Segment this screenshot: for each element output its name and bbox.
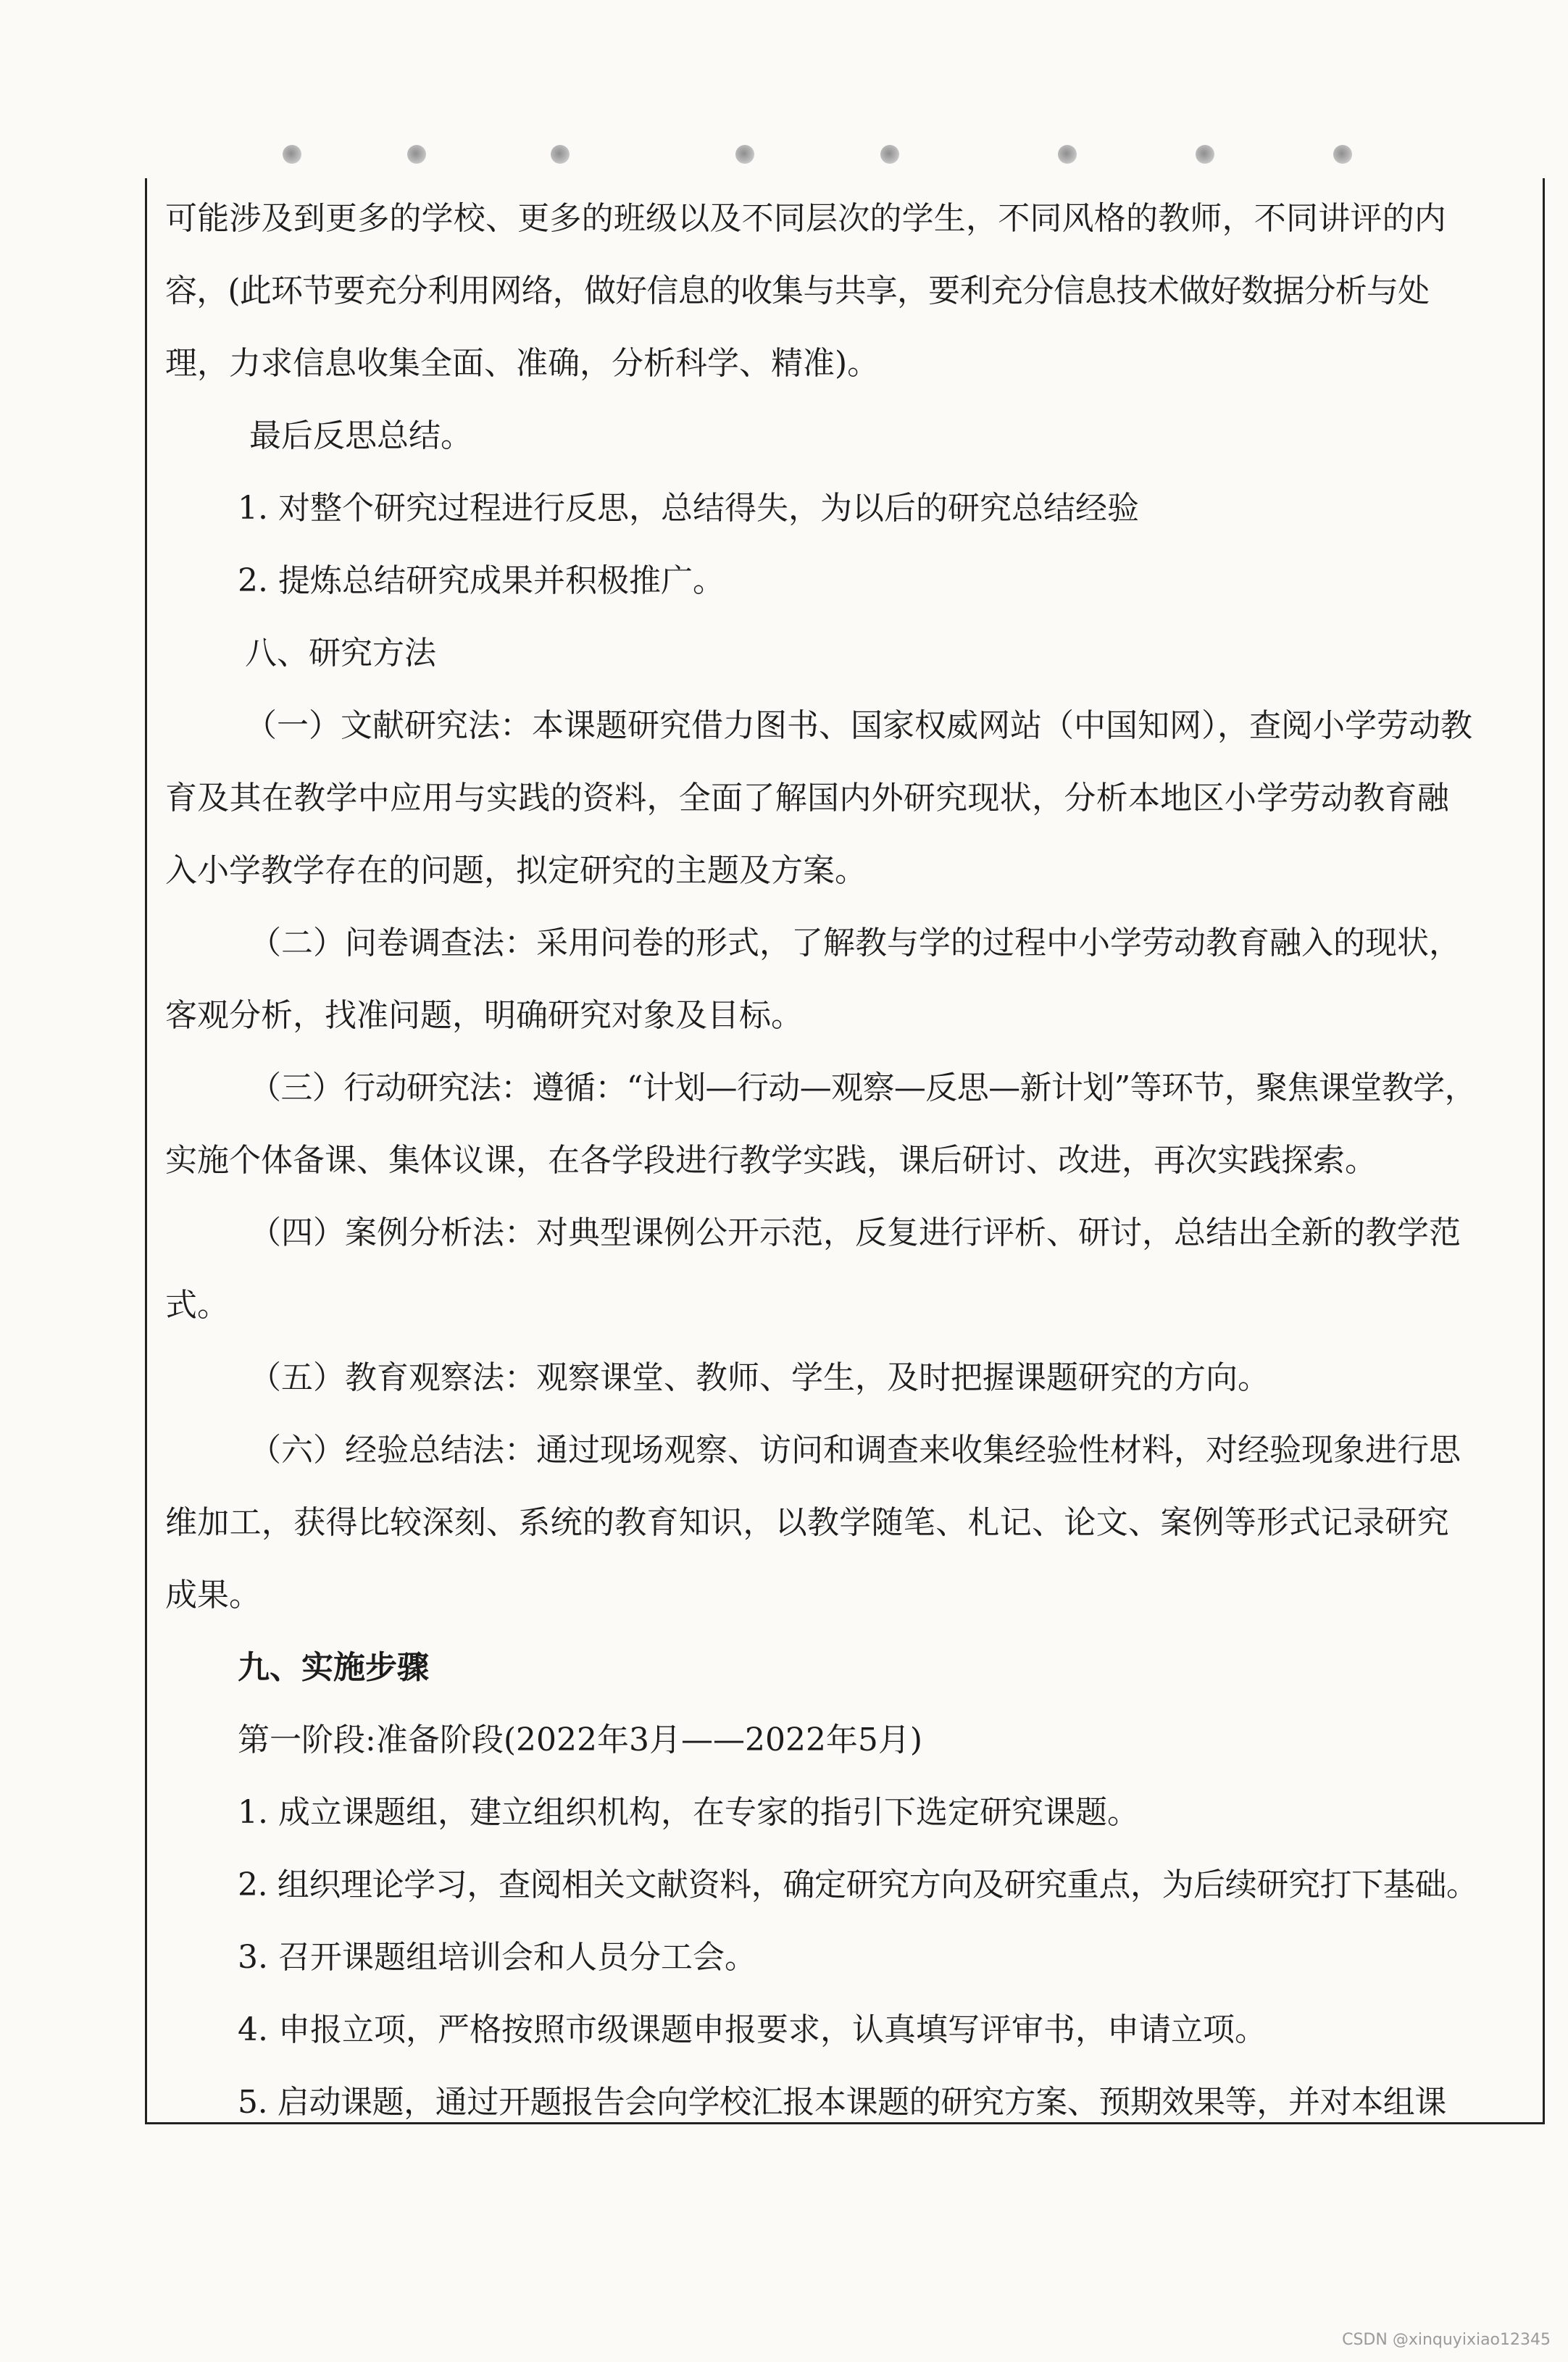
list-item: 3. 召开课题组培训会和人员分工会。 (238, 1939, 756, 1976)
punch-hole (283, 145, 301, 164)
watermark: CSDN @xinquyixiao12345 (1342, 2331, 1551, 2349)
paragraph-line: （二）问卷调查法：采用问卷的形式，了解教与学的过程中小学劳动教育融入的现状， (249, 925, 1461, 961)
list-item: 5. 启动课题，通过开题报告会向学校汇报本课题的研究方案、预期效果等，并对本组课 (238, 2084, 1446, 2121)
punch-hole (1196, 145, 1214, 164)
paragraph-line: 理，力求信息收集全面、准确，分析科学、精准)。 (165, 345, 880, 382)
paragraph-line: （五）教育观察法：观察课堂、教师、学生，及时把握课题研究的方向。 (249, 1359, 1269, 1396)
punch-hole (551, 145, 570, 164)
punch-hole (735, 145, 754, 164)
list-item: 2. 提炼总结研究成果并积极推广。 (238, 562, 725, 599)
paragraph-line: （一）文献研究法：本课题研究借力图书、国家权威网站（中国知网），查阅小学劳动教 (245, 707, 1472, 744)
paragraph-line: 成果。 (165, 1577, 261, 1614)
list-item: 1. 对整个研究过程进行反思，总结得失，为以后的研究总结经验 (238, 490, 1139, 527)
section-heading: 最后反思总结。 (249, 417, 472, 454)
phase-title: 第一阶段:准备阶段(2022年3月——2022年5月) (238, 1722, 923, 1758)
paragraph-line: （三）行动研究法：遵循：“计划—行动—观察—反思—新计划”等环节，聚焦课堂教学， (249, 1069, 1476, 1106)
section-heading: 八、研究方法 (245, 635, 436, 672)
paragraph-line: 客观分析，找准问题，明确研究对象及目标。 (165, 997, 803, 1034)
paragraph-line: 容，(此环节要充分利用网络，做好信息的收集与共享，要利充分信息技术做好数据分析与处 (165, 272, 1430, 309)
paragraph-line: （四）案例分析法：对典型课例公开示范，反复进行评析、研讨，总结出全新的教学范 (249, 1214, 1461, 1251)
binding-holes (0, 145, 1568, 167)
punch-hole (880, 145, 899, 164)
paragraph-line: 实施个体备课、集体议课，在各学段进行教学实践，课后研讨、改进，再次实践探索。 (165, 1142, 1377, 1179)
list-item: 2. 组织理论学习，查阅相关文献资料，确定研究方向及研究重点，为后续研究打下基础。 (238, 1866, 1478, 1903)
punch-hole (1333, 145, 1352, 164)
paragraph-line: （六）经验总结法：通过现场观察、访问和调查来收集经验性材料，对经验现象进行思 (249, 1432, 1461, 1469)
paragraph-line: 维加工，获得比较深刻、系统的教育知识，以教学随笔、札记、论文、案例等形式记录研究 (165, 1504, 1449, 1541)
paragraph-line: 可能涉及到更多的学校、更多的班级以及不同层次的学生，不同风格的教师，不同讲评的内 (165, 200, 1446, 237)
paragraph-line: 入小学教学存在的问题，拟定研究的主题及方案。 (165, 852, 867, 889)
paragraph-line: 育及其在教学中应用与实践的资料，全面了解国内外研究现状，分析本地区小学劳动教育融 (165, 780, 1449, 817)
list-item: 1. 成立课题组，建立组织机构，在专家的指引下选定研究课题。 (238, 1794, 1139, 1831)
list-item: 4. 申报立项，严格按照市级课题申报要求，认真填写评审书，申请立项。 (238, 2011, 1267, 2048)
section-heading: 九、实施步骤 (238, 1649, 429, 1686)
punch-hole (407, 145, 426, 164)
punch-hole (1058, 145, 1077, 164)
paragraph-line: 式。 (165, 1287, 229, 1324)
